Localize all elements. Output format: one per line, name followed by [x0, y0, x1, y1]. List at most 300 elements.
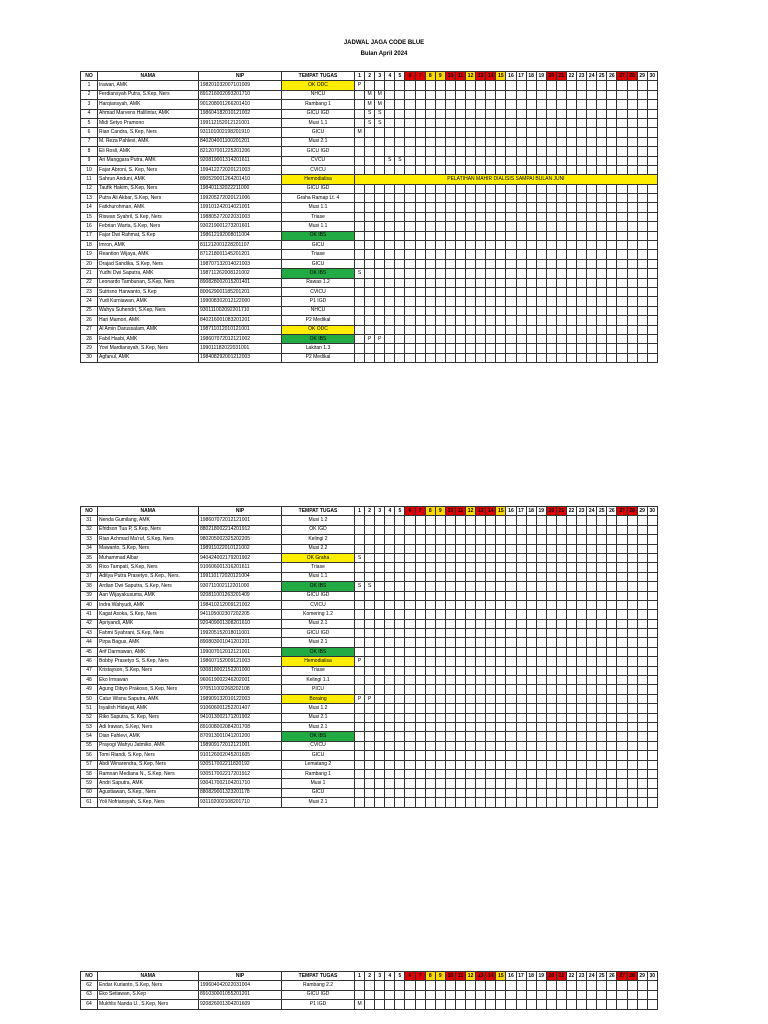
- shift-cell: [587, 741, 597, 750]
- shift-cell: [395, 259, 405, 268]
- shift-cell: [536, 610, 546, 619]
- shift-cell: [607, 582, 617, 591]
- shift-cell: [597, 118, 607, 127]
- shift-cell: [355, 118, 365, 127]
- shift-cell: [577, 647, 587, 656]
- shift-cell: [355, 259, 365, 268]
- shift-cell: [607, 553, 617, 562]
- shift-cell: [415, 156, 425, 165]
- shift-cell: [425, 544, 435, 553]
- shift-cell: [455, 1000, 465, 1009]
- shift-cell: [395, 137, 405, 146]
- shift-cell: [445, 981, 455, 990]
- shift-cell: [536, 147, 546, 156]
- shift-cell: [445, 250, 455, 259]
- shift-cell: [546, 525, 556, 534]
- shift-cell: [516, 81, 526, 90]
- shift-cell: [435, 316, 445, 325]
- shift-cell: [637, 685, 647, 694]
- shift-cell: [405, 769, 415, 778]
- shift-cell: [476, 184, 486, 193]
- shift-cell: [496, 582, 506, 591]
- shift-cell: S: [355, 269, 365, 278]
- shift-cell: [385, 981, 395, 990]
- table-row: [81, 109, 658, 118]
- shift-cell: [435, 722, 445, 731]
- shift-cell: [577, 250, 587, 259]
- shift-cell: [395, 741, 405, 750]
- shift-cell: [486, 147, 496, 156]
- shift-cell: [496, 156, 506, 165]
- shift-cell: [375, 128, 385, 137]
- shift-cell: [577, 297, 587, 306]
- shift-cell: [355, 194, 365, 203]
- shift-cell: [617, 798, 627, 807]
- shift-cell: [385, 241, 395, 250]
- shift-cell: [536, 779, 546, 788]
- shift-cell: [455, 259, 465, 268]
- row-no: 24: [81, 297, 98, 306]
- shift-cell: [516, 231, 526, 240]
- shift-cell: [516, 222, 526, 231]
- shift-cell: [536, 118, 546, 127]
- shift-cell: [526, 704, 536, 713]
- shift-cell: [496, 525, 506, 534]
- shift-cell: [566, 629, 576, 638]
- shift-cell: [466, 109, 476, 118]
- shift-cell: [415, 535, 425, 544]
- row-location: Musi 2.1: [282, 798, 355, 807]
- shift-cell: [445, 741, 455, 750]
- row-name: Adi Irawan, S.Kep, Ners: [98, 722, 199, 731]
- row-nip: 199101242014021001: [199, 203, 282, 212]
- row-name: Ardian Dwi Saputra, S.Kep, Ners: [98, 582, 199, 591]
- shift-cell: [566, 553, 576, 562]
- shift-cell: [637, 231, 647, 240]
- day-header-2: 2: [365, 507, 375, 516]
- shift-cell: [556, 535, 566, 544]
- shift-cell: [607, 278, 617, 287]
- row-name: Aditya Putra Prasetyo, S.Kep., Ners.: [98, 572, 199, 581]
- shift-cell: [587, 732, 597, 741]
- table-row: [81, 184, 658, 193]
- shift-cell: [355, 685, 365, 694]
- shift-cell: [647, 203, 657, 212]
- row-name: Eli Rosli, AMK: [98, 147, 199, 156]
- shift-cell: [435, 713, 445, 722]
- shift-cell: [526, 629, 536, 638]
- row-location: GICU: [282, 241, 355, 250]
- shift-cell: [607, 779, 617, 788]
- shift-cell: [577, 666, 587, 675]
- shift-cell: [577, 147, 587, 156]
- shift-cell: [486, 732, 496, 741]
- shift-cell: [627, 147, 637, 156]
- shift-cell: [445, 760, 455, 769]
- shift-cell: [455, 525, 465, 534]
- shift-cell: [546, 798, 556, 807]
- row-nip: 198604182010121002: [199, 109, 282, 118]
- shift-cell: [597, 553, 607, 562]
- shift-cell: [556, 269, 566, 278]
- shift-cell: [486, 779, 496, 788]
- shift-cell: [365, 760, 375, 769]
- row-no: 25: [81, 306, 98, 315]
- shift-cell: [577, 90, 587, 99]
- row-location: Komering 1.2: [282, 610, 355, 619]
- shift-cell: [526, 535, 536, 544]
- shift-cell: [455, 81, 465, 90]
- shift-cell: P: [365, 334, 375, 343]
- shift-cell: [506, 353, 516, 362]
- shift-cell: [647, 194, 657, 203]
- shift-cell: [466, 334, 476, 343]
- shift-cell: [627, 203, 637, 212]
- shift-cell: [597, 212, 607, 221]
- shift-cell: [435, 90, 445, 99]
- row-location: Rambang 1: [282, 100, 355, 109]
- shift-cell: [435, 563, 445, 572]
- shift-cell: [476, 798, 486, 807]
- shift-cell: [587, 297, 597, 306]
- shift-cell: [566, 788, 576, 797]
- shift-cell: [506, 535, 516, 544]
- shift-cell: [486, 563, 496, 572]
- shift-cell: [556, 619, 566, 628]
- shift-cell: [566, 165, 576, 174]
- shift-cell: [385, 278, 395, 287]
- shift-cell: [617, 109, 627, 118]
- shift-cell: [486, 100, 496, 109]
- shift-cell: [607, 610, 617, 619]
- shift-cell: [587, 553, 597, 562]
- table-row: [81, 704, 658, 713]
- shift-cell: [466, 100, 476, 109]
- shift-cell: [405, 100, 415, 109]
- shift-cell: [577, 629, 587, 638]
- row-no: 9: [81, 156, 98, 165]
- shift-cell: [627, 306, 637, 315]
- row-name: Al Amin Darussalam, AMK: [98, 325, 199, 334]
- shift-cell: [637, 732, 647, 741]
- shift-cell: [536, 769, 546, 778]
- shift-cell: [617, 732, 627, 741]
- shift-cell: [415, 769, 425, 778]
- shift-cell: [486, 1000, 496, 1009]
- shift-cell: [516, 572, 526, 581]
- shift-cell: [546, 591, 556, 600]
- shift-cell: [506, 582, 516, 591]
- shift-cell: [395, 751, 405, 760]
- row-location: CVCU: [282, 156, 355, 165]
- shift-cell: [627, 269, 637, 278]
- shift-cell: [496, 619, 506, 628]
- day-header-21: 21: [556, 72, 566, 81]
- shift-cell: [445, 278, 455, 287]
- shift-cell: [445, 287, 455, 296]
- shift-cell: [466, 572, 476, 581]
- shift-cell: [627, 591, 637, 600]
- table-row: [81, 732, 658, 741]
- shift-cell: [435, 629, 445, 638]
- row-nip: 198911022010121002: [199, 544, 282, 553]
- table-row: [81, 516, 658, 525]
- day-header-12: 12: [466, 972, 476, 981]
- shift-cell: [395, 334, 405, 343]
- schedule-table-3: [80, 971, 658, 1010]
- row-location: Musi 1.2: [282, 704, 355, 713]
- table-row: [81, 535, 658, 544]
- shift-cell: [526, 90, 536, 99]
- shift-cell: [577, 287, 587, 296]
- shift-cell: [415, 563, 425, 572]
- shift-cell: [647, 90, 657, 99]
- shift-cell: [415, 553, 425, 562]
- shift-cell: [365, 535, 375, 544]
- shift-cell: [375, 165, 385, 174]
- shift-cell: [506, 751, 516, 760]
- shift-cell: [546, 553, 556, 562]
- row-location: OK IGD: [282, 525, 355, 534]
- shift-cell: [546, 760, 556, 769]
- shift-cell: [365, 666, 375, 675]
- shift-cell: [607, 287, 617, 296]
- shift-cell: [556, 100, 566, 109]
- day-header-29: 29: [637, 72, 647, 81]
- shift-cell: [455, 278, 465, 287]
- shift-cell: [546, 600, 556, 609]
- shift-cell: [375, 769, 385, 778]
- shift-cell: [516, 118, 526, 127]
- shift-cell: [405, 751, 415, 760]
- shift-cell: [556, 544, 566, 553]
- shift-cell: [506, 563, 516, 572]
- shift-cell: [445, 610, 455, 619]
- shift-cell: [627, 128, 637, 137]
- shift-cell: [607, 713, 617, 722]
- row-location: Boraing: [282, 694, 355, 703]
- shift-cell: [536, 732, 546, 741]
- shift-cell: [597, 563, 607, 572]
- shift-cell: [536, 582, 546, 591]
- row-location: OK IBS: [282, 732, 355, 741]
- shift-cell: [506, 137, 516, 146]
- shift-cell: [415, 287, 425, 296]
- shift-cell: [506, 647, 516, 656]
- shift-cell: [445, 334, 455, 343]
- shift-cell: [395, 241, 405, 250]
- table-row: [81, 610, 658, 619]
- shift-cell: [496, 553, 506, 562]
- shift-cell: [476, 722, 486, 731]
- row-nip: 199011182022031001: [199, 344, 282, 353]
- shift-cell: [445, 316, 455, 325]
- shift-cell: [445, 231, 455, 240]
- row-no: 20: [81, 259, 98, 268]
- shift-cell: [597, 769, 607, 778]
- shift-cell: [375, 259, 385, 268]
- table-row: [81, 203, 658, 212]
- shift-cell: [637, 81, 647, 90]
- shift-cell: [556, 344, 566, 353]
- shift-cell: [486, 165, 496, 174]
- shift-cell: [556, 90, 566, 99]
- shift-cell: [587, 704, 597, 713]
- shift-cell: [647, 769, 657, 778]
- shift-cell: [375, 184, 385, 193]
- shift-cell: [506, 109, 516, 118]
- shift-cell: [647, 760, 657, 769]
- shift-cell: [445, 137, 455, 146]
- shift-cell: [476, 619, 486, 628]
- shift-cell: [617, 100, 627, 109]
- shift-cell: [647, 535, 657, 544]
- shift-cell: [466, 128, 476, 137]
- table-row: [81, 118, 658, 127]
- shift-cell: [587, 156, 597, 165]
- shift-cell: [496, 990, 506, 999]
- shift-cell: [365, 222, 375, 231]
- row-name: Ferdiansyah Putra, S.Kep, Ners: [98, 90, 199, 99]
- shift-cell: [577, 741, 587, 750]
- day-header-1: 1: [355, 72, 365, 81]
- shift-cell: [496, 572, 506, 581]
- shift-cell: [556, 990, 566, 999]
- shift-cell: [587, 306, 597, 315]
- shift-cell: [415, 544, 425, 553]
- shift-cell: [506, 722, 516, 731]
- shift-cell: [486, 685, 496, 694]
- shift-cell: [425, 250, 435, 259]
- shift-cell: [516, 184, 526, 193]
- shift-cell: [597, 704, 607, 713]
- row-location: CVICU: [282, 600, 355, 609]
- shift-cell: [375, 269, 385, 278]
- shift-cell: [617, 334, 627, 343]
- shift-cell: [647, 231, 657, 240]
- shift-cell: [486, 544, 496, 553]
- row-location: CVICU: [282, 165, 355, 174]
- shift-cell: [476, 156, 486, 165]
- shift-cell: [435, 344, 445, 353]
- day-header-4: 4: [385, 507, 395, 516]
- shift-cell: [506, 741, 516, 750]
- shift-cell: [385, 666, 395, 675]
- shift-cell: [415, 90, 425, 99]
- day-header-12: 12: [466, 507, 476, 516]
- shift-cell: [385, 610, 395, 619]
- shift-cell: [425, 788, 435, 797]
- shift-cell: [536, 563, 546, 572]
- shift-cell: [637, 165, 647, 174]
- shift-cell: [395, 591, 405, 600]
- shift-cell: [617, 666, 627, 675]
- shift-cell: [365, 259, 375, 268]
- shift-cell: [516, 306, 526, 315]
- row-location: CVICU: [282, 741, 355, 750]
- shift-cell: [587, 788, 597, 797]
- shift-cell: [617, 741, 627, 750]
- row-no: 60: [81, 788, 98, 797]
- shift-cell: [365, 563, 375, 572]
- shift-cell: [385, 600, 395, 609]
- shift-cell: [516, 156, 526, 165]
- shift-cell: [405, 287, 415, 296]
- shift-cell: [556, 306, 566, 315]
- shift-cell: [355, 156, 365, 165]
- shift-cell: [526, 544, 536, 553]
- shift-cell: [425, 516, 435, 525]
- shift-cell: [566, 638, 576, 647]
- shift-cell: [355, 334, 365, 343]
- shift-cell: [536, 278, 546, 287]
- shift-cell: [476, 544, 486, 553]
- shift-cell: [506, 194, 516, 203]
- shift-cell: [476, 582, 486, 591]
- shift-cell: [476, 259, 486, 268]
- shift-cell: [395, 666, 405, 675]
- shift-cell: [536, 591, 546, 600]
- shift-cell: [365, 732, 375, 741]
- day-header-9: 9: [435, 507, 445, 516]
- shift-cell: [476, 563, 486, 572]
- row-location: GICU IGD: [282, 990, 355, 999]
- row-no: 14: [81, 203, 98, 212]
- shift-cell: [627, 657, 637, 666]
- shift-cell: [466, 760, 476, 769]
- shift-cell: [647, 666, 657, 675]
- shift-cell: [435, 582, 445, 591]
- shift-cell: [516, 657, 526, 666]
- day-header-27: 27: [617, 972, 627, 981]
- shift-cell: [546, 666, 556, 675]
- shift-cell: [486, 137, 496, 146]
- shift-cell: [496, 118, 506, 127]
- shift-cell: [445, 553, 455, 562]
- row-nip: 910126002045201605: [199, 751, 282, 760]
- shift-cell: [526, 250, 536, 259]
- shift-cell: [587, 109, 597, 118]
- shift-cell: [385, 722, 395, 731]
- shift-cell: [445, 516, 455, 525]
- table-row: [81, 250, 658, 259]
- shift-cell: [415, 732, 425, 741]
- shift-cell: [405, 553, 415, 562]
- shift-cell: [647, 156, 657, 165]
- shift-cell: [455, 287, 465, 296]
- shift-cell: [637, 147, 647, 156]
- shift-cell: [496, 788, 506, 797]
- row-location: P1 IGD: [282, 297, 355, 306]
- shift-cell: [637, 788, 647, 797]
- shift-cell: [546, 231, 556, 240]
- shift-cell: [587, 694, 597, 703]
- shift-cell: [637, 657, 647, 666]
- shift-cell: [526, 676, 536, 685]
- shift-cell: [455, 610, 465, 619]
- shift-cell: [546, 147, 556, 156]
- shift-cell: [395, 600, 405, 609]
- shift-cell: [546, 259, 556, 268]
- shift-cell: [486, 250, 496, 259]
- shift-cell: [496, 90, 506, 99]
- shift-cell: [405, 109, 415, 118]
- shift-cell: [496, 657, 506, 666]
- table-row: [81, 572, 658, 581]
- shift-cell: [647, 990, 657, 999]
- shift-cell: [405, 231, 415, 240]
- shift-cell: [425, 553, 435, 562]
